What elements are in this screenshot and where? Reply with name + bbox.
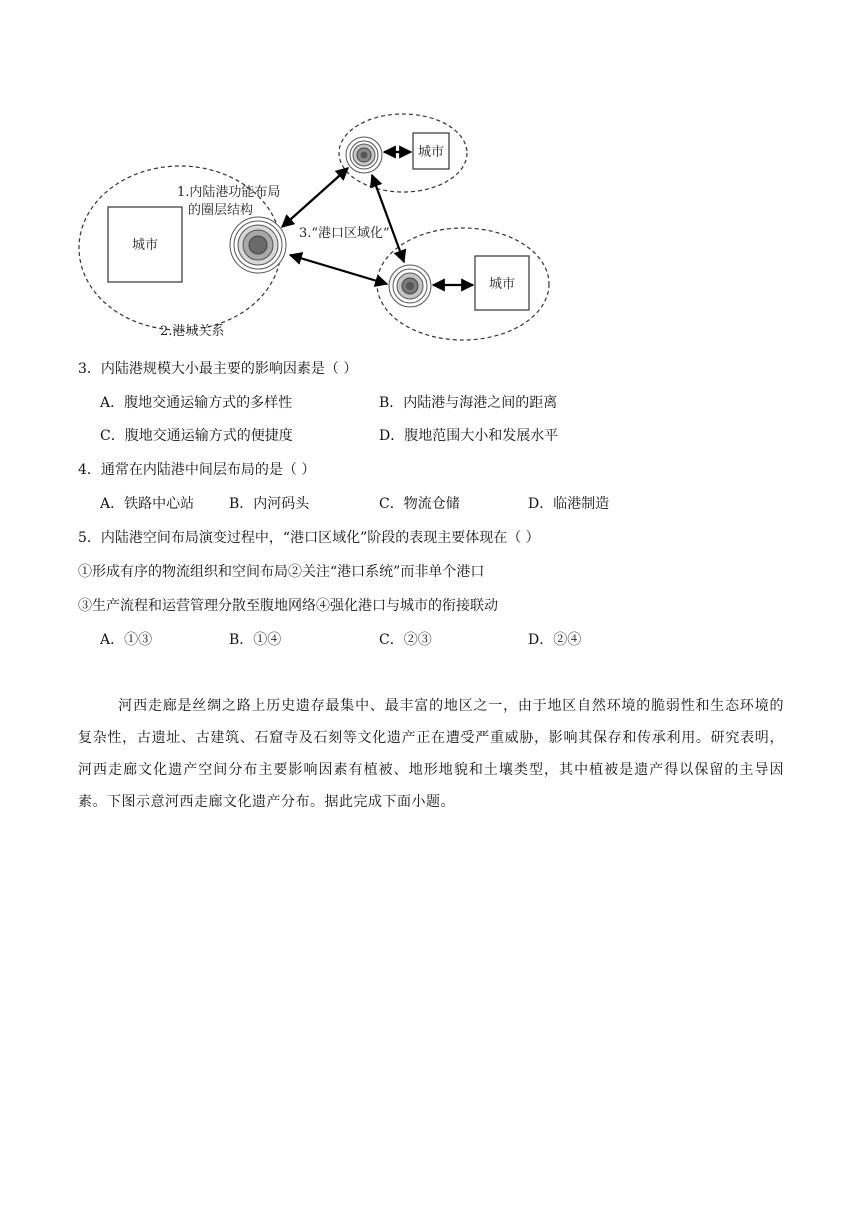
question-5-option-a[interactable]: A．①③ (100, 632, 153, 648)
circle-structure-label-line2: 的圈层结构 (188, 203, 254, 218)
question-4-option-a[interactable]: A．铁路中心站 (100, 496, 195, 512)
question-4-option-b[interactable]: B．内河码头 (229, 496, 310, 512)
question-3-option-a[interactable]: A．腹地交通运输方式的多样性 (100, 395, 293, 411)
top-port (346, 137, 382, 173)
question-3-option-c[interactable]: C．腹地交通运输方式的便捷度 (100, 428, 293, 444)
main-to-top-arrow (282, 168, 348, 227)
main-to-right-arrow (290, 255, 387, 284)
question-3-option-d[interactable]: D．腹地范围大小和发展水平 (379, 428, 559, 444)
port-city-relation-label: 2.港城关系 (160, 324, 225, 339)
question-5-option-b[interactable]: B．①④ (229, 632, 282, 648)
question-5-option-c[interactable]: C．②③ (379, 632, 432, 648)
question-5-option-d[interactable]: D．②④ (528, 632, 582, 648)
question-5-stem: 5．内陆港空间布局演变过程中，“港口区域化”阶段的表现主要体现在（ ） (78, 530, 540, 546)
right-city-label: 城市 (488, 277, 516, 292)
inland-port-diagram (70, 105, 570, 345)
top-to-right-arrow (372, 175, 404, 262)
question-5-statement-line1: ①形成有序的物流组织和空间布局②关注“港口系统”而非单个港口 (78, 564, 485, 580)
hexi-corridor-passage (78, 690, 784, 818)
left-city-label: 城市 (131, 238, 159, 253)
passage-text: 河西走廊是丝绸之路上历史遗存最集中、最丰富的地区之一，由于地区自然环境的脆弱性和生态环境的复杂性，古遗址、古建筑、石窟寺及石刻等文化遗产正在遭受严重威胁，影响其保存和传承利用。研究表明，河西走廊文化遗产空间分布主要影响因素有植被、地形地貌和土壤类型，其中植被是遗产得以保留的主导因素。下图示意河西走廊文化遗产分布。据此完成下面小题。 (78, 698, 784, 810)
top-city-label: 城市 (417, 145, 445, 160)
right-port (389, 265, 431, 307)
circle-structure-label-line1: 1.内陆港功能布局 (177, 185, 281, 200)
question-5-statement-line2: ③生产流程和运营管理分散至腹地网络④强化港口与城市的衔接联动 (78, 598, 498, 614)
main-inland-port (230, 217, 286, 273)
inland-port-diagram-svg (70, 105, 570, 345)
question-4-stem: 4．通常在内陆港中间层布局的是（ ） (78, 462, 316, 478)
question-3-option-b[interactable]: B．内陆港与海港之间的距离 (379, 395, 558, 411)
question-4-option-d[interactable]: D．临港制造 (528, 496, 610, 512)
regionalization-label: 3.“港口区域化” (299, 226, 390, 241)
question-4-option-c[interactable]: C．物流仓储 (379, 496, 460, 512)
question-3-stem: 3．内陆港规模大小最主要的影响因素是（ ） (78, 361, 358, 377)
